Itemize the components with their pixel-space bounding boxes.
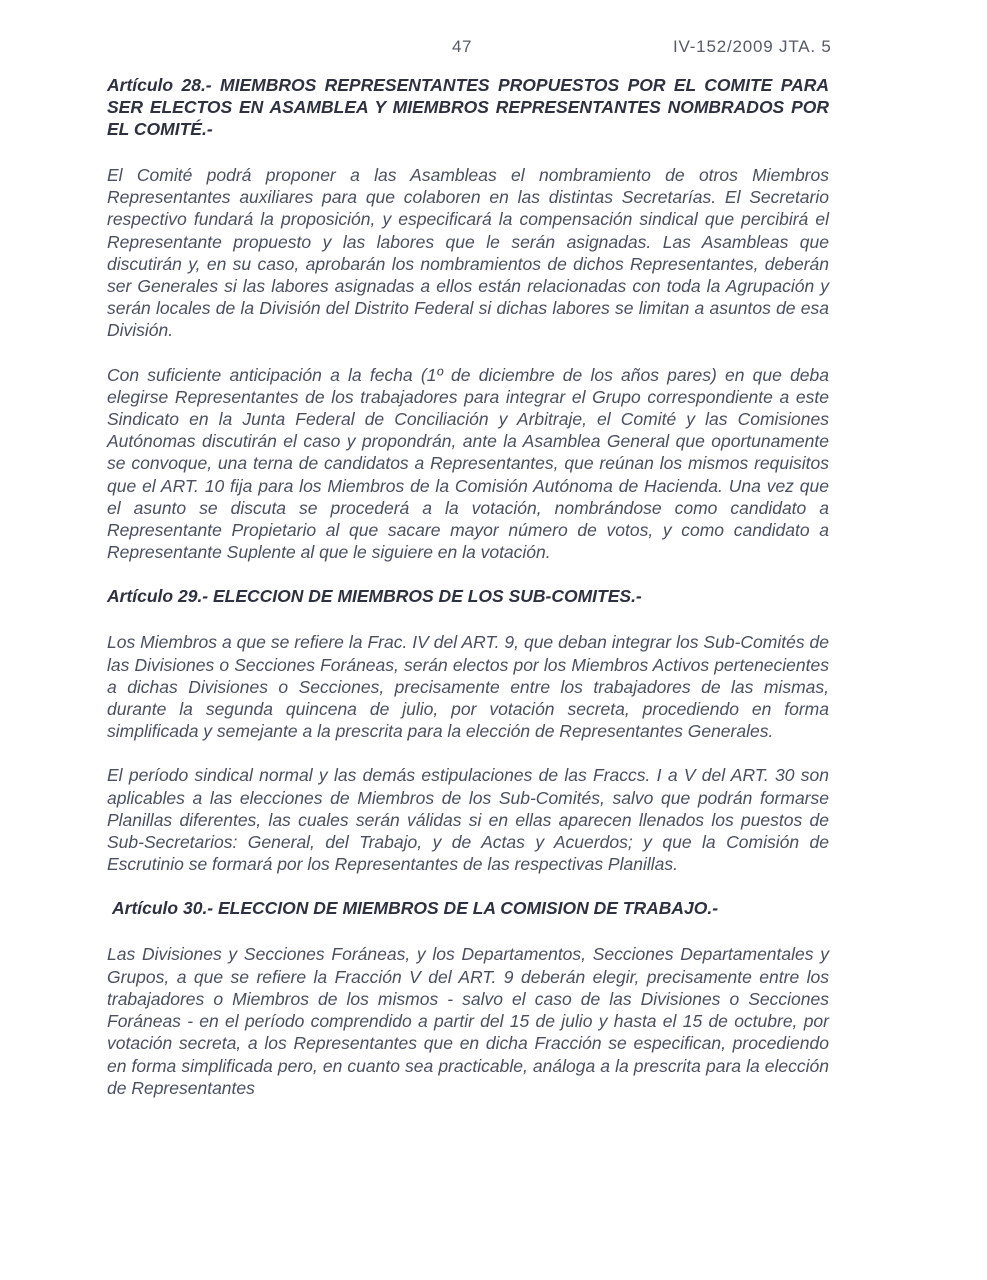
- article-30-heading: Artículo 30.- ELECCION DE MIEMBROS DE LA COMISION DE TRABAJO.-: [112, 898, 719, 919]
- document-body: [107, 74, 829, 1099]
- article-29-heading: Artículo 29.- ELECCION DE MIEMBROS DE LOS SUB-COMITES.-: [107, 586, 642, 607]
- page-number: 47: [452, 37, 472, 56]
- article-28-paragraph-1: El Comité podrá proponer a las Asambleas el nombramiento de otros Miembros Representantes auxiliares para que colaboren en las distintas Secretarías. El Secretario respectivo fundará la proposición, y especificará la compensación sindical que percibirá el Representante propuesto y las labores que le serán asignadas. Las Asambleas que discutirán y, en su caso, aprobarán los nombramientos de dichos Representantes, deberán ser Generales si las labores asignadas a ellos están relacionadas con toda la Agrupación y serán locales de la División del Distrito Federal si dichas labores se limitan a asuntos de esa División.: [107, 165, 829, 341]
- article-28-paragraph-2: Con suficiente anticipación a la fecha (1º de diciembre de los años pares) en que deba elegirse Representantes de los trabajadores para integrar el Grupo correspondiente a este Sindicato en la Junta Federal de Conciliación y Arbitraje, el Comité y las Comisiones Autónomas discutirán el caso y propondrán, ante la Asamblea General que oportunamente se convoque, una terna de candidatos a Representantes, que reúnan los mismos requisitos que el ART. 10 fija para los Miembros de la Comisión Autónoma de Hacienda. Una vez que el asunto se discuta se procederá a la votación, nombrándose como candidato a Representante Propietario al que sacare mayor número de votos, y como candidato a Representante Suplente al que le siguiere en la votación.: [107, 364, 829, 563]
- article-30-paragraph-1: Las Divisiones y Secciones Foráneas, y los Departamentos, Secciones Departamentales y Grupos, a que se refiere la Fracción V del ART. 9 deberán elegir, precisamente entre los trabajadores o Miembros de los mismos - salvo el caso de las Divisiones o Secciones Foráneas - en el período comprendido a partir del 15 de julio y hasta el 15 de octubre, por votación secreta, a los Representantes que en dicha Fracción se especifican, procediendo en forma simplificada pero, en cuanto sea practicable, análoga a la prescrita para la elección de Representantes: [107, 944, 829, 1098]
- article-29-paragraph-2: El período sindical normal y las demás estipulaciones de las Fraccs. I a V del ART. 30 son aplicables a las elecciones de Miembros de los Sub-Comités, salvo que podrán formarse Planillas diferentes, las cuales serán válidas si en ellas aparecen llenados los puestos de Sub-Secretarios: General, del Trabajo, y de Actas y Acuerdos; y que la Comisión de Escrutinio se formará por los Representantes de las respectivas Planillas.: [107, 765, 829, 875]
- article-28-heading: Artículo 28.- MIEMBROS REPRESENTANTES PROPUESTOS POR EL COMITE PARA SER ELECTOS EN ASAMBLEA Y MIEMBROS REPRESENTANTES NOMBRADOS POR EL COMITÉ.-: [107, 75, 829, 139]
- document-reference: IV-152/2009 JTA. 5: [673, 37, 832, 56]
- article-29-paragraph-1: Los Miembros a que se refiere la Frac. IV del ART. 9, que deban integrar los Sub-Comités de las Divisiones o Secciones Foráneas, serán electos por los Miembros Activos pertenecientes a dichas Divisiones o Secciones, precisamente entre los trabajadores de las mismas, durante la segunda quincena de julio, por votación secreta, procediendo en forma simplificada y semejante a la prescrita para la elección de Representantes Generales.: [107, 632, 829, 742]
